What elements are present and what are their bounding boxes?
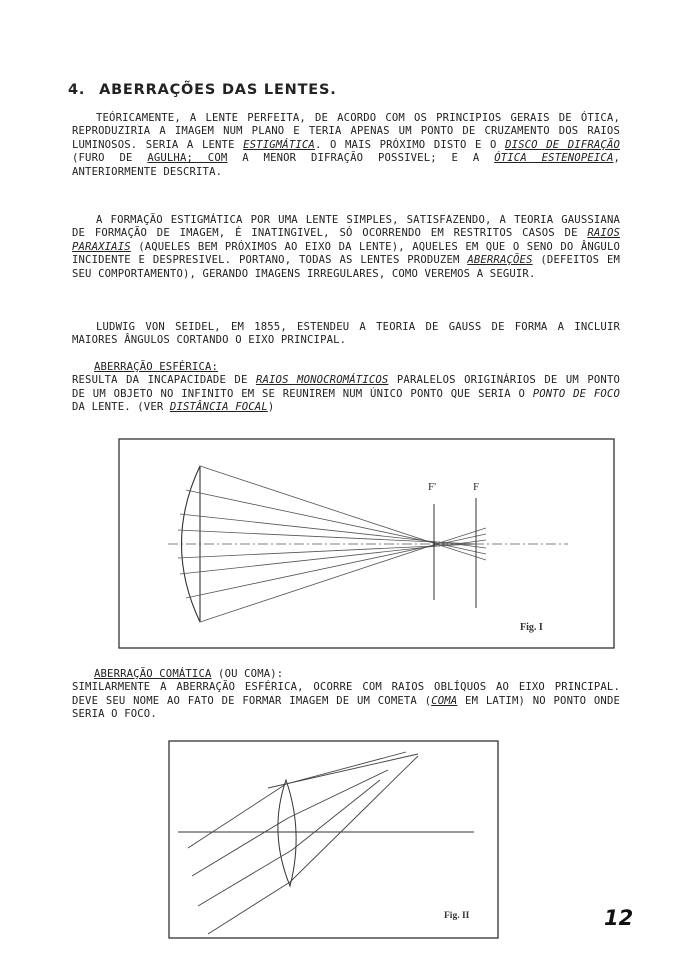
figure-spherical-aberration bbox=[118, 438, 616, 650]
coma-diagram bbox=[168, 740, 500, 940]
term-aberracoes: ABERRAÇÕES bbox=[467, 254, 533, 267]
section-coma: ABERRAÇÃO COMÁTICA (OU COMA): SIMILARMENTE A ABERRAÇÃO ESFÉRICA, OCORRE COM RAIOS OBLÍQUOS AO EIXO PRINCIPAL. DEVE SEU NOME AO FATO DE FORMAR IMAGEM DE UM COMETA (COMA EM LATIM) NO PONTO ONDE SERIA O FOCO. bbox=[72, 668, 621, 721]
paragraph-seidel: LUDWIG VON SEIDEL, EM 1855, ESTENDEU A TEORIA DE GAUSS DE FORMA A INCLUIR MAIORES ÂNGULOS CORTANDO O EIXO PRINCIPAL. bbox=[72, 321, 620, 347]
term-raios-paraxiais: RAIOS PARAXIAIS bbox=[72, 227, 620, 253]
term-ponto-de-foco: PONTO DE FOCO bbox=[532, 387, 620, 400]
term-estigmatica: ESTIGMÁTICA bbox=[243, 138, 315, 151]
page-number: 12 bbox=[604, 906, 634, 930]
section-heading bbox=[68, 82, 337, 98]
subheading-spherical-aberration: ABERRAÇÃO ESFÉRICA: bbox=[94, 361, 219, 373]
term-otica-estenopeica: ÓTICA ESTENOPEICA bbox=[494, 152, 614, 165]
paragraph-stigmatic-formation: A FORMAÇÃO ESTIGMÁTICA POR UMA LENTE SIMPLES, SATISFAZENDO, A TEORIA GAUSSIANA DE FORMAÇÃO DE IMAGEM, É INATINGIVEL, SÓ OCORRENDO EM RESTRITOS CASOS DE RAIOS PARAXIAIS (AQUELES BEM PRÓXIMOS AO EIXO DA LENTE), AQUELES EM QUE O SENO DO ÂNGULO INCIDENTE E DESPRESIVEL. PORTANO, TODAS AS LENTES PRODUZEM ABERRAÇÕES (DEFEITOS EM SEU COMPORTAMENTO), GERANDO IMAGENS IRREGULARES, COMO VEREMOS A SEGUIR. bbox=[72, 214, 620, 280]
term-disco-de-difracao: DISCO DE DIFRAÇÃO bbox=[505, 138, 620, 151]
section-spherical-aberration: ABERRAÇÃO ESFÉRICA: RESULTA DA INCAPACIDADE DE RAIOS MONOCROMÁTICOS PARALELOS ORIGINÁRIOS DE UM PONTO DE UM OBJETO NO INFINITO EM SE REUNIREM NUM ÚNICO PONTO QUE SERIA O PONTO DE FOCO DA LENTE. (VER DISTÂNCIA FOCAL) bbox=[72, 361, 620, 414]
label-f: F bbox=[473, 481, 480, 493]
spherical-aberration-diagram bbox=[118, 438, 616, 650]
term-distancia-focal: DISTÂNCIA FOCAL bbox=[169, 401, 268, 414]
subheading-coma: ABERRAÇÃO COMÁTICA bbox=[94, 668, 212, 680]
term-agulha: AGULHA; COM bbox=[147, 152, 228, 165]
section-number: 4. bbox=[68, 82, 86, 98]
label-f-prime: F' bbox=[428, 481, 437, 493]
figure-label: Fig. II bbox=[444, 911, 470, 921]
term-coma: COMA bbox=[431, 694, 458, 707]
section-title: ABERRAÇÕES DAS LENTES. bbox=[99, 82, 337, 98]
term-raios-monocromaticos: RAIOS MONOCROMÁTICOS bbox=[255, 374, 389, 387]
figure-frame bbox=[119, 439, 614, 648]
figure-label: Fig. I bbox=[520, 622, 543, 633]
paragraph-intro: TEÓRICAMENTE, A LENTE PERFEITA, DE ACORDO COM OS PRINCIPIOS GERAIS DE ÓTICA, REPRODUZIRIA A IMAGEM NUM PLANO E TERIA APENAS UM PONTO DE CRUZAMENTO DOS RAIOS LUMINOSOS. SERIA A LENTE ESTIGMÁTICA. O MAIS PRÓXIMO DISTO E O DISCO DE DIFRAÇÃO (FURO DE AGULHA; COM A MENOR DIFRAÇÃO POSSIVEL; E A ÓTICA ESTENOPEICA, ANTERIORMENTE DESCRITA. bbox=[72, 112, 620, 178]
figure-coma bbox=[168, 740, 500, 940]
